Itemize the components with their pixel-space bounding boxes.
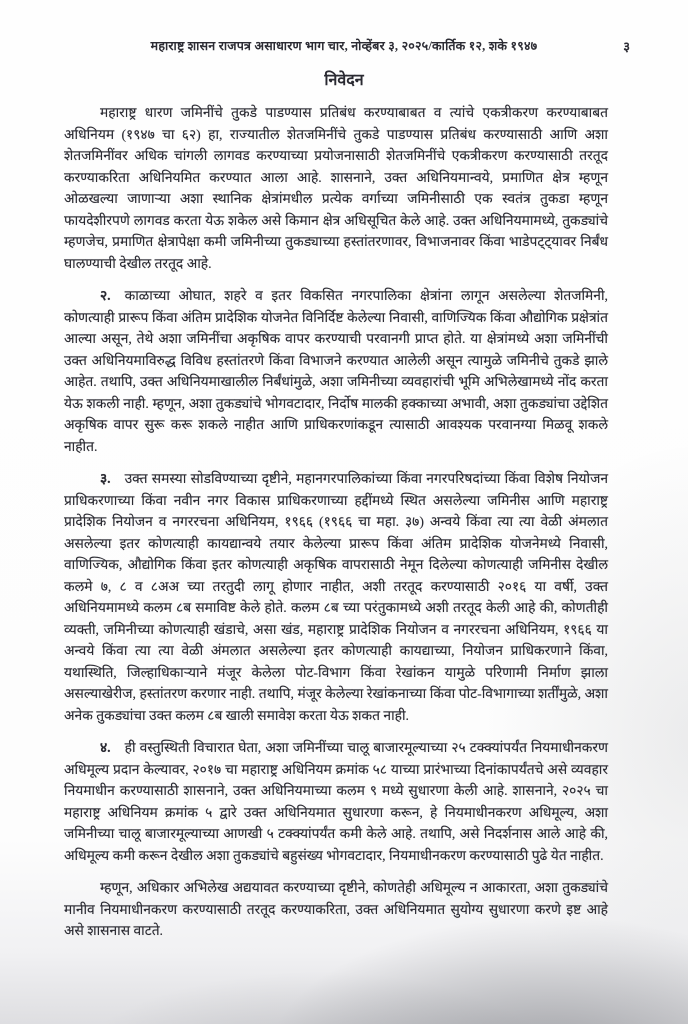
body-paragraph: [64, 468, 608, 726]
paragraph-number: ४.: [100, 740, 111, 755]
paragraph-text: महाराष्ट्र धारण जमिनींचे तुकडे पाडण्यास प्रतिबंध करण्याबाबत व त्यांचे एकत्रीकरण करण्याबाबत अधिनियम (१९४७ चा ६२) हा, राज्यातील शेतजमिनींचे तुकडे पाडण्यास प्रतिबंध करण्यासाठी आणि अशा शेतजमिनींवर अधिक चांगली लागवड करण्याच्या प्रयोजनासाठी शेतजमिनींचे एकत्रीकरण करण्यासाठी तरतूद करण्याकरिता अधिनियमित करण्यात आला आहे. शासनाने, उक्त अधिनियमान्वये, प्रमाणित क्षेत्र म्हणून ओळखल्या जाणाऱ्या अशा स्थानिक क्षेत्रांमधील प्रत्येक वर्गाच्या जमिनीसाठी एक स्वतंत्र तुकडा म्हणून फायदेशीरपणे लागवड करता येऊ शकेल असे किमान क्षेत्र अधिसूचित केले आहे. उक्त अधिनियमामध्ये, तुकड्यांचे म्हणजेच, प्रमाणित क्षेत्रापेक्षा कमी जमिनीच्या तुकड्याच्या हस्तांतरणावर, विभाजनावर किंवा भाडेपट्ट्यावर निर्बंध घालण्याची देखील तरतूद आहे.: [64, 105, 608, 271]
gazette-header-line: महाराष्ट्र शासन राजपत्र असाधारण भाग चार, नोव्हेंबर ३, २०२५/कार्तिक १२, शके १९४७: [150, 39, 538, 53]
document-title: निवेदन: [324, 72, 364, 89]
document-body: [0, 102, 688, 942]
paragraph-text: काळाच्या ओघात, शहरे व इतर विकसित नगरपालिका क्षेत्रांना लागून असलेल्या शेतजमिनी, कोणत्याही प्रारूप किंवा अंतिम प्रादेशिक योजनेत विनिर्दिष्ट केलेल्या निवासी, वाणिज्यिक किंवा औद्योगिक प्रक्षेत्रांत आल्या असून, तेथे अशा जमिनींचा अकृषिक वापर करण्याची परवानगी प्राप्त होते. या क्षेत्रांमध्ये अशा जमिनींची उक्त अधिनियमाविरुद्ध विविध हस्तांतरणे किंवा विभाजने करण्यात आलेली असून त्यामुळे जमिनीचे तुकडे झाले आहेत. तथापि, उक्त अधिनियमाखालील निर्बंधांमुळे, अशा जमिनीच्या व्यवहारांची भूमि अभिलेखामध्ये नोंद करता येऊ शकली नाही. म्हणून, अशा तुकड्यांचे भोगवटादार, निर्दोष मालकी हक्काच्या अभावी, अशा तुकड्यांचा उद्देशित अकृषिक वापर सुरू करू शकले नाहीत आणि प्राधिकरणांकडून त्यासाठी आवश्यक परवानग्या मिळवू शकले नाहीत.: [64, 288, 608, 454]
body-paragraph: [64, 102, 608, 274]
body-paragraph: [64, 877, 608, 942]
page-number: ३: [623, 39, 630, 54]
paragraph-text: उक्त समस्या सोडविण्याच्या दृष्टीने, महानगरपालिकांच्या किंवा नगरपरिषदांच्या किंवा विशेष नियोजन प्राधिकरणाच्या किंवा नवीन नगर विकास प्राधिकरणाच्या हद्दींमध्ये स्थित असलेल्या जमिनीस आणि महाराष्ट्र प्रादेशिक नियोजन व नगररचना अधिनियम, १९६६ (१९६६ चा महा. ३७) अन्वये किंवा त्या त्या वेळी अंमलात असलेल्या इतर कोणत्याही कायद्यान्वये तयार केलेल्या प्रारूप किंवा अंतिम प्रादेशिक योजनेमध्ये निवासी, वाणिज्यिक, औद्योगिक किंवा इतर कोणत्याही अकृषिक वापरासाठी नेमून दिलेल्या कोणत्याही जमिनीस देखील कलमे ७, ८ व ८अअ च्या तरतुदी लागू होणार नाहीत, अशी तरतूद करण्यासाठी २०१६ या वर्षी, उक्त अधिनियमामध्ये कलम ८ब समाविष्ट केले होते. कलम ८ब च्या परंतुकामध्ये अशी तरतूद केली आहे की, कोणतीही व्यक्ती, जमिनीच्या कोणत्याही खंडाचे, असा खंड, महाराष्ट्र प्रादेशिक नियोजन व नगररचना अधिनियम, १९६६ या अन्वये किंवा त्या त्या वेळी अंमलात असलेल्या इतर कोणत्याही कायद्याच्या, नियोजन प्राधिकरणाने किंवा, यथास्थिति, जिल्हाधिकाऱ्याने मंजूर केलेला पोट-विभाग किंवा रेखांकन यामुळे परिणामी निर्माण झाला असल्याखेरीज, हस्तांतरण करणार नाही. तथापि, मंजूर केलेल्या रेखांकनाच्या किंवा पोट-विभागाच्या शर्तींमुळे, अशा अनेक तुकड्यांचा उक्त कलम ८ब खाली समावेश करता येऊ शकत नाही.: [64, 471, 608, 723]
paragraph-text: ही वस्तुस्थिती विचारात घेता, अशा जमिनींच्या चालू बाजारमूल्याच्या २५ टक्क्यांपर्यंत नियमाधीनकरण अधिमूल्य प्रदान केल्यावर, २०१७ चा महाराष्ट्र अधिनियम क्रमांक ५८ याच्या प्रारंभाच्या दिनांकापर्यंतचे असे व्यवहार नियमाधीन करण्यासाठी शासनाने, उक्त अधिनियमाच्या कलम ९ मध्ये सुधारणा केली आहे. शासनाने, २०२५ चा महाराष्ट्र अधिनियम क्रमांक ५ द्वारे उक्त अधिनियमात सुधारणा करून, हे नियमाधीनकरण अधिमूल्य, अशा जमिनीच्या चालू बाजारमूल्याच्या आणखी ५ टक्क्यांपर्यंत कमी केले आहे. तथापि, असे निदर्शनास आले आहे की, अधिमूल्य कमी करून देखील अशा तुकड्यांचे बहुसंख्य भोगवटादार, नियमाधीनकरण करण्यासाठी पुढे येत नाहीत.: [64, 740, 608, 863]
page-header: [0, 0, 688, 55]
paragraph-number: २.: [100, 288, 111, 303]
paragraph-number: ३.: [100, 471, 111, 486]
body-paragraph: [64, 737, 608, 866]
body-paragraph: [64, 285, 608, 457]
paragraph-text: म्हणून, अधिकार अभिलेख अद्ययावत करण्याच्या दृष्टीने, कोणतेही अधिमूल्य न आकारता, अशा तुकड्यांचे मानीव नियमाधीनकरण करण्यासाठी तरतूद करण्याकरिता, उक्त अधिनियमात सुयोग्य सुधारणा करणे इष्ट आहे असे शासनास वाटते.: [64, 880, 608, 938]
